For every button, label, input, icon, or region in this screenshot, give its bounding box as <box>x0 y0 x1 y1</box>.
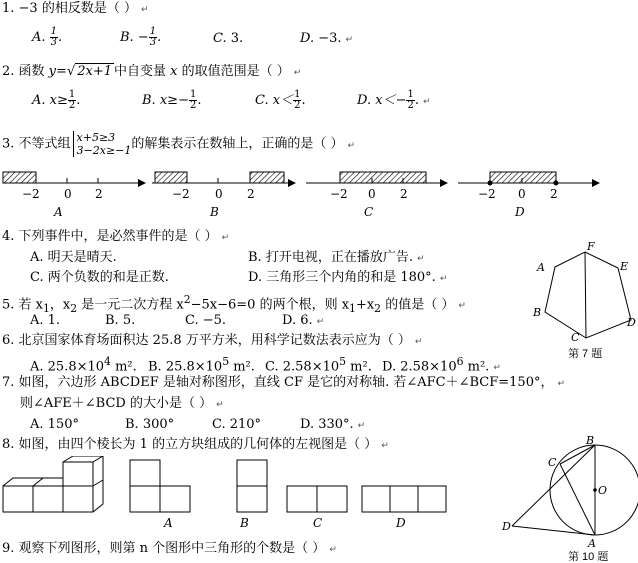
fig7-caption: 第 7 题 <box>568 348 603 360</box>
q1-stem: 1. −3 的相反数是（ ） ↵ <box>2 1 149 16</box>
q1-option-d: D. −3. ↵ <box>300 31 354 46</box>
q3-b-tick-2: 2 <box>247 187 255 201</box>
q8-solid <box>3 456 103 512</box>
q4-option-d: D. 三角形三个内角的和是 180°. ↵ <box>248 270 448 285</box>
figure-7-hexagon <box>528 240 638 362</box>
q2-option-a: A. x≥ $\frac{1}{2}$ . <box>32 89 81 111</box>
q6-option-a: A. $25.8\times 10^4$ m². <box>30 355 137 375</box>
q7-stem-line2: 则∠AFE＋∠BCD 的大小是（ ） ↵ <box>20 396 224 411</box>
q7-option-d: D. 330°. ↵ <box>300 417 366 432</box>
figure-10-circle <box>498 434 638 563</box>
q1-option-c: C. 3. <box>213 31 244 46</box>
q2-option-d: D. x＜− $\frac{1}{2}$ . ↵ <box>357 89 431 111</box>
q3-line-b <box>152 172 296 219</box>
q1-option-b: B. − $\frac{1}{3}$ . <box>120 26 162 48</box>
fig10-point-b: B <box>586 434 595 447</box>
q8-view-c <box>287 486 347 512</box>
q8-view-d <box>362 486 446 512</box>
q8-d-label: D <box>396 516 406 530</box>
q2-option-b: B. x≥− $\frac{1}{2}$ . <box>142 89 202 111</box>
q4-option-a: A. 明天是晴天. <box>30 250 117 265</box>
q4-option-b: B. 打开电视，正在播放广告. ↵ <box>248 250 425 265</box>
q8-view-a <box>130 460 190 512</box>
fig10-point-a: A <box>588 537 596 550</box>
fig7-vertex-b: B <box>533 306 542 319</box>
fig7-vertex-e: E <box>620 260 629 273</box>
q8-b-label: B <box>240 516 249 530</box>
q3-b-tick-0: 0 <box>215 187 223 201</box>
q7-option-a: A. 150° <box>30 417 79 432</box>
q3-d-tick-2: 2 <box>550 187 558 201</box>
q5-option-b: B. 5. <box>105 313 136 328</box>
fig7-vertex-d: D <box>627 316 636 329</box>
fig7-vertex-c: C <box>571 331 580 344</box>
q3-c-tick-neg2: −2 <box>330 187 348 201</box>
q8-views <box>0 456 500 536</box>
q6-option-b: B. $25.8\times 10^5$ m². <box>148 355 255 375</box>
q3-d-tick-0: 0 <box>518 187 526 201</box>
q8-a-label: A <box>164 516 173 530</box>
fig10-point-c: C <box>548 456 557 469</box>
q3-c-label: C <box>364 205 374 219</box>
q8-view-b <box>237 460 267 512</box>
q4-option-c: C. 两个负数的和是正数. <box>30 270 169 285</box>
q3-a-tick-0: 0 <box>64 187 72 201</box>
q6-option-c: C. $2.58\times 10^5$ m². <box>265 355 372 375</box>
q8-c-label: C <box>313 516 323 530</box>
q3-d-label: D <box>515 205 525 219</box>
q2-option-c: C. x＜ $\frac{1}{2}$ . <box>255 89 306 111</box>
q3-a-label: A <box>54 205 63 219</box>
q6-option-d: D. $2.58\times 10^6$ m². ↵ <box>382 355 501 375</box>
q1-option-a: A. $\frac{1}{3}$ . <box>32 26 63 48</box>
q2-stem: 2. 函数 y=√ 2x+1 中自变量 x 的取值范围是（ ） ↵ <box>2 64 302 79</box>
q3-b-label: B <box>210 205 219 219</box>
q7-option-c: C. 210° <box>212 417 262 432</box>
q3-number-lines <box>0 164 638 222</box>
q3-line-c <box>306 172 448 219</box>
q6-stem: 6. 北京国家体育场面积达 25.8 万平方米，用科学记数法表示应为（ ） ↵ <box>2 333 423 348</box>
q5-option-c: C. −5. <box>185 313 227 328</box>
q3-stem: 3. 不等式组 x+5≥3 3−2x≥−1 的解集表示在数轴上，正确的是（ ） ↵ <box>2 131 356 157</box>
fig10-point-d: D <box>502 520 511 533</box>
q3-c-tick-0: 0 <box>368 187 376 201</box>
q9-stem: 9. 观察下列图形，则第 n 个图形中三角形的个数是（ ） ↵ <box>2 541 337 556</box>
q3-line-a <box>3 172 146 219</box>
q5-stem: 5. 若 $x_1$，$x_2$ 是一元二次方程 $x^2-5x-6=0$ 的两个根，则 $x_1+x_2$ 的值是（ ） ↵ <box>2 293 466 315</box>
q3-d-tick-neg2: −2 <box>478 187 496 201</box>
fig7-vertex-a: A <box>537 261 545 274</box>
fig10-caption: 第 10 题 <box>568 551 609 563</box>
fig10-point-o: O <box>598 484 608 497</box>
q7-stem: 7. 如图，六边形 ABCDEF 是轴对称图形，直线 CF 是它的对称轴. 若∠AFC＋∠BCF=150°， ↵ <box>2 375 566 390</box>
q3-b-tick-neg2: −2 <box>172 187 190 201</box>
q3-a-tick-neg2: −2 <box>22 187 40 201</box>
fig7-vertex-f: F <box>587 240 595 253</box>
q7-option-b: B. 300° <box>125 417 175 432</box>
q5-option-a: A. 1. <box>30 313 61 328</box>
q4-stem: 4. 下列事件中，是必然事件的是（ ） ↵ <box>2 229 230 244</box>
q8-stem: 8. 如图，由四个棱长为 1 的立方块组成的几何体的左视图是（ ） ↵ <box>2 437 389 452</box>
q3-c-tick-2: 2 <box>400 187 408 201</box>
q3-a-tick-2: 2 <box>95 187 103 201</box>
q5-option-d: D. 6. ↵ <box>282 313 325 328</box>
q3-line-d <box>458 172 600 219</box>
